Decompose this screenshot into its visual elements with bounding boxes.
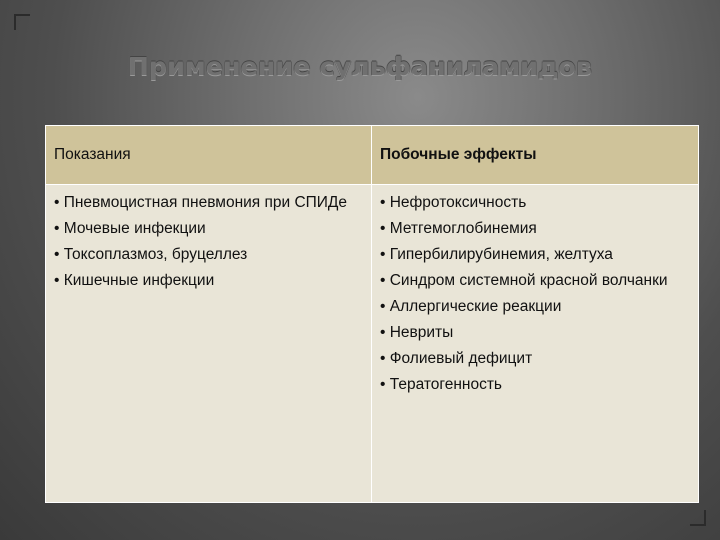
corner-bracket-top-left [14, 14, 30, 30]
corner-bracket-bottom-right [690, 510, 706, 526]
list-item: • Кишечные инфекции [54, 272, 215, 289]
list-item: • Гипербилирубинемия, желтуха [380, 246, 613, 263]
list-item: • Синдром системной красной волчанки [380, 272, 668, 289]
list-item: • Фолиевый дефицит [380, 350, 533, 367]
list-item: • Аллергические реакции [380, 298, 562, 315]
side-effects-cell [372, 185, 699, 503]
header-indications: Показания [46, 126, 372, 185]
list-item: • Нефротоксичность [380, 194, 527, 211]
indications-cell [46, 185, 372, 503]
list-item: • Мочевые инфекции [54, 220, 206, 237]
slide-title: Применение сульфаниламидов [127, 52, 593, 81]
list-item: • Токсоплазмоз, бруцеллез [54, 246, 248, 263]
list-item: • Невриты [380, 324, 454, 341]
table-row [46, 185, 699, 503]
table-header-row [46, 126, 699, 185]
list-item: • Метгемоглобинемия [380, 220, 537, 237]
list-item: • Тератогенность [380, 376, 502, 393]
header-side-effects: Побочные эффекты [372, 126, 699, 185]
list-item: • Пневмоцистная пневмония при СПИДе [54, 194, 348, 211]
comparison-table [45, 125, 699, 503]
